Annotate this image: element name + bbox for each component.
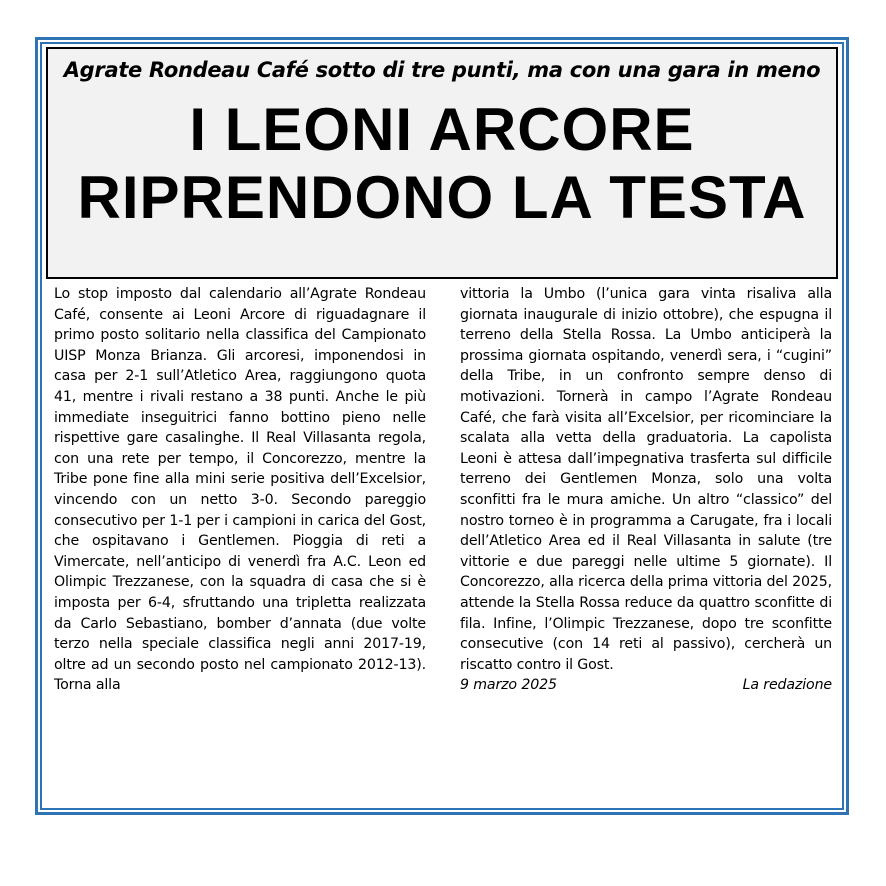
article-headline <box>48 96 836 232</box>
article-footer <box>460 675 832 696</box>
left-column <box>54 284 426 696</box>
article-body <box>54 284 832 696</box>
headline-line-2: RIPRENDONO LA TESTA <box>77 164 807 231</box>
article-author: La redazione <box>742 677 832 694</box>
article-date: 9 marzo 2025 <box>460 677 557 694</box>
left-column-text: Lo stop imposto dal calendario all’Agrate Rondeau Café, consente ai Leoni Arcore di riguadagnare il primo posto solitario nella classifica del Campionato UISP Monza Brianza. Gli arcoresi, imponendosi in casa per 2-1 sull’Atletico Area, raggiungono quota 41, mentre i rivali restano a 38 punti. Anche le più immediate inseguitrici fanno bottino pieno nelle rispettive gare casalinghe. Il Real Villasanta regola, con una rete per tempo, il Concorezzo, mentre la Tribe pone fine alla mini serie positiva dell’Excelsior, vincendo con un netto 3-0. Secondo pareggio consecutivo per 1-1 per i campioni in carica del Gost, che ospitavano i Gentlemen. Pioggia di reti a Vimercate, nell’anticipo di venerdì fra A.C. Leon ed Olimpic Trezzanese, con la squadra di casa che si è imposta per 6-4, sfruttando una tripletta realizzata da Carlo Sebastiano, bomber d’annata (due volte terzo nella speciale classifica negli anni 2017-19, oltre ad un secondo posto nel campionato 2012-13). Torna alla <box>54 286 426 694</box>
right-column <box>460 284 832 696</box>
article-header <box>46 47 838 279</box>
article-subtitle: Agrate Rondeau Café sotto di tre punti, ma con una gara in meno <box>63 58 821 82</box>
headline-line-1: I LEONI ARCORE <box>189 96 695 163</box>
right-column-text: vittoria la Umbo (l’unica gara vinta risaliva alla giornata inaugurale di inizio ottobre), che espugna il terreno della Stella Rossa. La Umbo anticiperà la prossima giornata ospitando, venerdì sera, i “cugini” della Tribe, in un confronto sempre denso di motivazioni. Tornerà in campo l’Agrate Rondeau Café, che farà visita all’Excelsior, per ricominciare la scalata alla vetta della graduatoria. La capolista Leoni è attesa dall’impegnativa trasferta sul difficile terreno dei Gentlemen Monza, solo una volta sconfitti fra le mura amiche. Un altro “classico” del nostro torneo è in programma a Carugate, fra i locali dell’Atletico Area ed il Real Villasanta in salute (tre vittorie e due pareggi nelle ultime 5 giornate). Il Concorezzo, alla ricerca della prima vittoria del 2025, attende la Stella Rossa reduce da quattro sconfitte di fila. Infine, l’Olimpic Trezzanese, dopo tre sconfitte consecutive (con 14 reti al passivo), cercherà un riscatto contro il Gost. <box>460 286 832 673</box>
